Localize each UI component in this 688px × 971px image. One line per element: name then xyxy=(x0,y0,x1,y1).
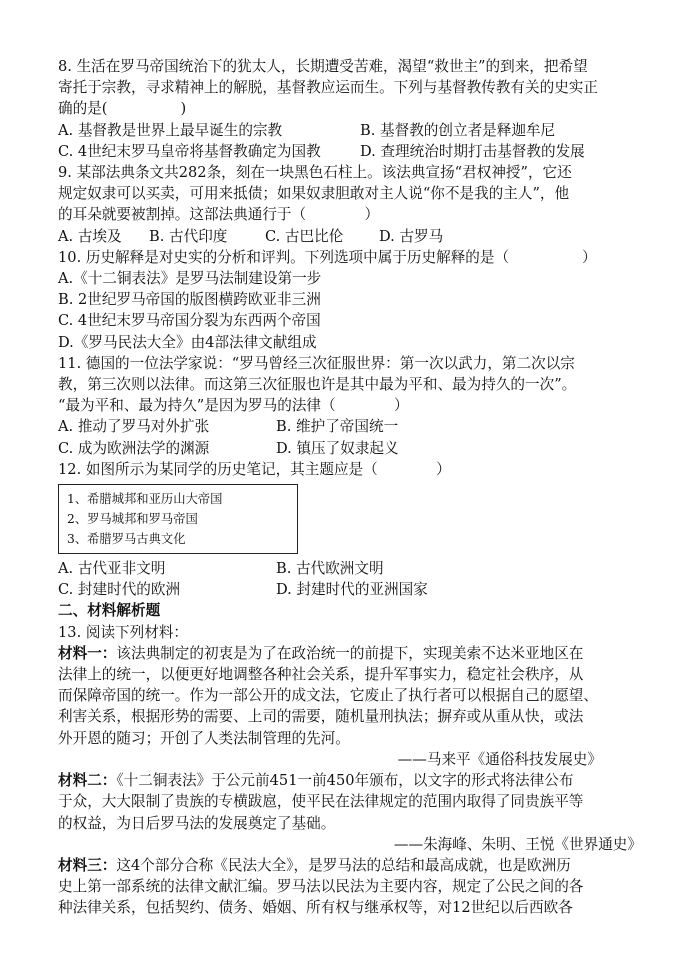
question-9 xyxy=(58,162,658,247)
question-8 xyxy=(58,56,658,162)
q8-option-a: A. 基督教是世界上最早诞生的宗教 xyxy=(58,121,283,139)
q10-option-a: A.《十二铜表法》是罗马法制建设第一步 xyxy=(58,270,322,288)
material-2-source: ——朱海峰、朱明、王悦《世界通史》 xyxy=(393,835,642,853)
q12-option-a: A. 古代亚非文明 xyxy=(58,560,166,578)
q11-options-row-1 xyxy=(58,416,658,437)
material-2 xyxy=(58,770,658,855)
q9-stem-line-1: 9. 某部法典条文共282条，刻在一块黑色石柱上。该法典宣扬“君权神授”，它还 xyxy=(58,164,572,182)
q11-stem-line-3: “最为平和、最为持久”是因为罗马的法律（ ） xyxy=(58,397,409,415)
q8-option-d: D. 查理统治时期打击基督教的发展 xyxy=(360,142,585,160)
q11-stem-line-1: 11. 德国的一位法学家说：“罗马曾经三次征服世界：第一次以武力，第二次以宗 xyxy=(58,354,575,372)
q10-option-b: B. 2世纪罗马帝国的版图横跨欧亚非三洲 xyxy=(58,291,321,309)
q9-option-c: C. 古巴比伦 xyxy=(265,227,344,245)
q11-option-b: B. 维护了帝国统一 xyxy=(276,418,399,436)
q8-stem-line-3: 确的是( ) xyxy=(58,100,187,118)
material-3-line-3: 种法律关系，包括契约、债务、婚姻、所有权与继承权等，对12世纪以后西欧各 xyxy=(58,899,573,917)
material-1-source: ——马来平《通俗科技发展史》 xyxy=(397,750,602,768)
q9-stem-line-2: 规定奴隶可以买卖，可用来抵债；如果奴隶胆敢对主人说“你不是我的主人”，他 xyxy=(58,185,570,203)
question-11 xyxy=(58,353,658,459)
q8-options-row-2 xyxy=(58,141,658,162)
q12-options-row-1 xyxy=(58,558,658,579)
q8-stem-line-2: 寄托于宗教，寻求精神上的解脱，基督教应运而生。下列与基督教传教有关的史实正 xyxy=(58,79,598,97)
question-10 xyxy=(58,247,658,353)
exam-page xyxy=(58,56,658,919)
material-1-line-3: 而保障帝国的统一。作为一部公开的成文法，它废止了执行者可以根据自己的愿望、 xyxy=(58,687,598,705)
material-1-line-1: 该法典制定的初衷是为了在政治统一的前提下，实现美索不达米亚地区在 xyxy=(116,644,584,662)
q12-option-b: B. 古代欧洲文明 xyxy=(276,560,384,578)
q10-option-d: D.《罗马民法大全》由4部法律文献组成 xyxy=(58,333,317,351)
material-2-label: 材料二： xyxy=(58,772,117,790)
q9-options-row xyxy=(58,226,658,247)
q10-stem-line-1: 10. 历史解释是对史实的分析和评判。下列选项中属于历史解释的是（ ） xyxy=(58,248,597,266)
q9-option-a: A. 古埃及 xyxy=(58,227,122,245)
q11-option-d: D. 镇压了奴隶起义 xyxy=(276,439,399,457)
q11-option-c: C. 成为欧洲法学的渊源 xyxy=(58,439,210,457)
q8-options-row-1 xyxy=(58,120,658,141)
material-1-label: 材料一： xyxy=(58,644,117,662)
q11-stem-line-2: 教，第三次则以法律。而这第三次征服也许是其中最为平和、最为持久的一次”。 xyxy=(58,376,577,394)
material-1 xyxy=(58,643,658,770)
q9-stem-line-3: 的耳朵就要被割掉。这部法典通行于（ ） xyxy=(58,206,380,224)
q9-option-b: B. 古代印度 xyxy=(149,227,228,245)
q10-option-c: C. 4世纪末罗马帝国分裂为东西两个帝国 xyxy=(58,312,321,330)
history-notes-box xyxy=(58,484,298,554)
q13-stem: 13. 阅读下列材料： xyxy=(58,623,189,641)
notes-item-1: 1、希腊城邦和亚历山大帝国 xyxy=(67,492,223,507)
material-3-label: 材料三： xyxy=(58,856,117,874)
material-1-line-2: 法律上的统一，以便更好地调整各种社会关系，提升军事实力，稳定社会秩序，从 xyxy=(58,666,584,684)
q8-stem-line-1: 8. 生活在罗马帝国统治下的犹太人，长期遭受苦难，渴望“救世主”的到来，把希望 xyxy=(58,58,588,75)
notes-item-2: 2、罗马城邦和罗马帝国 xyxy=(67,512,198,527)
material-1-line-5: 外开恩的随习；开创了人类法制管理的先河。 xyxy=(58,729,350,747)
q8-option-c: C. 4世纪末罗马皇帝将基督教确定为国教 xyxy=(58,142,321,160)
section-title: 二、材料解析题 xyxy=(58,602,161,620)
q12-option-d: D. 封建时代的亚洲国家 xyxy=(276,581,428,599)
material-3 xyxy=(58,855,658,919)
q8-option-b: B. 基督教的创立者是释迦牟尼 xyxy=(360,121,556,139)
notes-item-3: 3、希腊罗马古典文化 xyxy=(67,532,186,547)
q11-options-row-2 xyxy=(58,438,658,459)
q12-options-row-2 xyxy=(58,579,658,600)
q11-option-a: A. 推动了罗马对外扩张 xyxy=(58,418,210,436)
q12-stem-line-1: 12. 如图所示为某同学的历史笔记，其主题应是（ ） xyxy=(58,460,451,478)
material-2-line-2: 于众，大大限制了贵族的专横跋扈，使平民在法律规定的范围内取得了同贵族平等 xyxy=(58,793,584,811)
q12-option-c: C. 封建时代的欧洲 xyxy=(58,581,181,599)
material-3-line-2: 史上第一部系统的法律文献汇编。罗马法以民法为主要内容，规定了公民之间的各 xyxy=(58,878,584,896)
question-12 xyxy=(58,459,658,601)
material-2-line-3: 的权益，为日后罗马法的发展奠定了基础。 xyxy=(58,814,336,832)
q9-option-d: D. 古罗马 xyxy=(379,227,444,245)
material-1-line-4: 利害关系，根据形势的需要、上司的需要，随机量刑执法；摒弃或从重从快，或法 xyxy=(58,708,584,726)
material-3-line-1: 这4个部分合称《民法大全》，是罗马法的总结和最高成就，也是欧洲历 xyxy=(116,856,571,874)
material-2-line-1: 《十二铜表法》于公元前451一前450年颁布，以文字的形式将法律公布 xyxy=(116,772,574,790)
